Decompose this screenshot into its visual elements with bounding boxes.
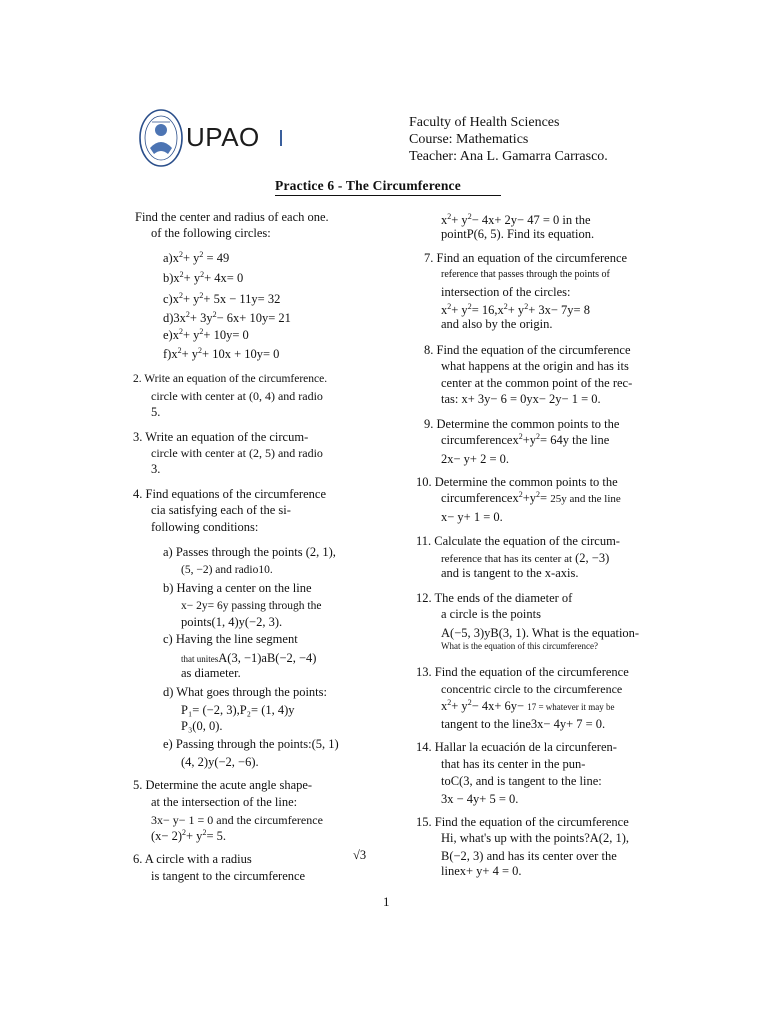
q2-line-3: 5. bbox=[151, 405, 161, 419]
q7-line-5: and also by the origin. bbox=[441, 317, 553, 331]
q11-line-2-text: reference that has its center at bbox=[441, 553, 573, 565]
q7-line-3: intersection of the circles: bbox=[441, 285, 571, 299]
q7-line-1: 7. Find an equation of the circumference bbox=[424, 251, 628, 265]
q6-cont-line-2: pointP(6, 5). Find its equation. bbox=[441, 227, 595, 241]
q10-line-3: x− y+ 1 = 0. bbox=[441, 510, 503, 524]
q1a: $a)x^2+ y^2 = 49$ bbox=[163, 250, 230, 265]
q15-line-2: Hi, what's up with the points?A(2, 1), bbox=[441, 831, 629, 845]
q4c-line-2-points: A(3, −1)aB(−2, −4) bbox=[218, 651, 317, 665]
q9-line-1: 9. Determine the common points to the bbox=[424, 417, 620, 431]
q2-line-2: circle with center at (0, 4) and radio bbox=[151, 389, 323, 403]
q7-line-4: $x^2+ y^2= 16,x^2+ y^2+ 3x- 7y= 8$ bbox=[441, 302, 590, 317]
q5-line-3: 3x− y− 1 = 0 and the circumference bbox=[151, 813, 323, 827]
q4e-line-2: (4, 2)y(−2, −6). bbox=[181, 755, 259, 769]
q4a-line-2: (5, −2) and radio10. bbox=[181, 564, 273, 576]
page-number: 1 bbox=[383, 894, 390, 909]
q8-line-1: 8. Find the equation of the circumference bbox=[424, 343, 631, 357]
q4c-line-1: c) Having the line segment bbox=[163, 632, 298, 646]
q13-line-3: $x^2+ y^2- 4x+ 6y- 17$ = whatever it may be bbox=[441, 698, 615, 713]
q5-line-1: 5. Determine the acute angle shape- bbox=[133, 778, 313, 792]
q1d: $d)3x^2+ 3y^2- 6x+ 10y= 21$ bbox=[163, 310, 291, 325]
q6-cont-line-1: $x^2+ y^2- 4x+ 2y- 47 = 0$ in the bbox=[441, 212, 591, 227]
q4c-line-3: as diameter. bbox=[181, 666, 241, 680]
q5-line-4: $(x- 2)^2+ y^2= 5$. bbox=[151, 828, 226, 843]
q13-line-2: concentric circle to the circumference bbox=[441, 682, 623, 696]
q12-line-3: A(−5, 3)yB(3, 1). What is the equation- bbox=[441, 626, 640, 640]
upao-logo-text: UPAO bbox=[186, 122, 260, 152]
q15-line-1: 15. Find the equation of the circumference bbox=[416, 815, 629, 829]
q10-line-1: 10. Determine the common points to the bbox=[416, 475, 618, 489]
q3-line-3: 3. bbox=[151, 462, 161, 476]
title-underline bbox=[275, 195, 501, 196]
q4c-line-2 bbox=[181, 651, 316, 667]
q15-line-3: B(−2, 3) and has its center over the bbox=[441, 849, 617, 863]
q7-line-2: reference that passes through the points of bbox=[441, 269, 610, 280]
q8-line-4: tas: x+ 3y− 6 = 0yx− 2y− 1 = 0. bbox=[441, 392, 601, 406]
q6-line-1: 6. A circle with a radius bbox=[133, 852, 252, 866]
q6-line-2: is tangent to the circumference bbox=[151, 869, 306, 883]
q4a-line-1: a) Passes through the points (2, 1), bbox=[163, 545, 336, 559]
q1f: $f)x^2+ y^2+ 10x + 10y= 0$ bbox=[163, 346, 280, 361]
q8-line-2: what happens at the origin and has its bbox=[441, 359, 629, 373]
page-title: Practice 6 - The Circumference bbox=[275, 178, 461, 193]
q4d-line-2: P₁= (−2, 3),P₂= (1, 4)y bbox=[181, 703, 295, 717]
q9-line-2: $circumferencex^2+y^2= 64y$ the line bbox=[441, 432, 610, 447]
q4b-line-2: x− 2y= 6y passing through the bbox=[181, 600, 322, 612]
q4-line-3: following conditions: bbox=[151, 520, 259, 534]
q13-line-1: 13. Find the equation of the circumference bbox=[416, 665, 629, 679]
course-line: Course: Mathematics bbox=[409, 132, 529, 147]
q8-line-3: center at the common point of the rec- bbox=[441, 376, 633, 390]
q11-line-1: 11. Calculate the equation of the circum- bbox=[416, 534, 620, 548]
intro-line-1: Find the center and radius of each one. bbox=[135, 210, 329, 224]
q13-line-4: tangent to the line3x− 4y+ 7 = 0. bbox=[441, 717, 606, 731]
q9-line-3: 2x− y+ 2 = 0. bbox=[441, 452, 510, 466]
q4c-line-2-small: that unites bbox=[181, 654, 219, 664]
q4e-line-1: e) Passing through the points:(5, 1) bbox=[163, 737, 339, 751]
faculty-line: Faculty of Health Sciences bbox=[409, 115, 560, 130]
q15-line-4: linex+ y+ 4 = 0. bbox=[441, 864, 522, 878]
q11-line-2-point: (2, −3) bbox=[575, 551, 610, 565]
q3-line-1: 3. Write an equation of the circum- bbox=[133, 430, 309, 444]
q4d-line-1: d) What goes through the points: bbox=[163, 685, 327, 699]
teacher-line: Teacher: Ana L. Gamarra Carrasco. bbox=[409, 149, 608, 164]
q1c: $c)x^2+ y^2+ 5x - 11y= 32$ bbox=[163, 291, 281, 306]
q12-line-4: What is the equation of this circumference? bbox=[441, 641, 598, 651]
q4-line-1: 4. Find equations of the circumference bbox=[133, 487, 326, 501]
upao-seal-icon bbox=[138, 108, 184, 168]
intro-line-2: of the following circles: bbox=[151, 226, 271, 240]
q1e: $e)x^2+ y^2+ 10y= 0$ bbox=[163, 327, 249, 342]
q4b-line-1: b) Having a center on the line bbox=[163, 581, 312, 595]
q10-line-2: $circumferencex^2+y^2= 25y$ and the line bbox=[441, 490, 621, 505]
q11-line-2 bbox=[441, 551, 609, 567]
logo-divider bbox=[280, 130, 282, 146]
q14-line-4: 3x − 4y+ 5 = 0. bbox=[441, 792, 519, 806]
q14-line-3: toC(3, and is tangent to the line: bbox=[441, 774, 602, 788]
q14-line-2: that has its center in the pun- bbox=[441, 757, 586, 771]
q2-line-1: 2. Write an equation of the circumference. bbox=[133, 373, 328, 385]
q14-line-1: 14. Hallar la ecuación de la circunferen- bbox=[416, 740, 617, 754]
q3-line-2: circle with center at (2, 5) and radio bbox=[151, 446, 323, 460]
q6-sqrt: √3 bbox=[353, 848, 367, 862]
q4-line-2: cia satisfying each of the si- bbox=[151, 503, 291, 517]
q12-line-2: a circle is the points bbox=[441, 607, 541, 621]
q5-line-2: at the intersection of the line: bbox=[151, 795, 298, 809]
q11-line-3: and is tangent to the x-axis. bbox=[441, 566, 579, 580]
q4d-line-3: P₃(0, 0). bbox=[181, 719, 223, 733]
q12-line-1: 12. The ends of the diameter of bbox=[416, 591, 573, 605]
q4b-line-3: points(1, 4)y(−2, 3). bbox=[181, 615, 283, 629]
q1b: $b)x^2+ y^2+ 4x= 0$ bbox=[163, 270, 244, 285]
